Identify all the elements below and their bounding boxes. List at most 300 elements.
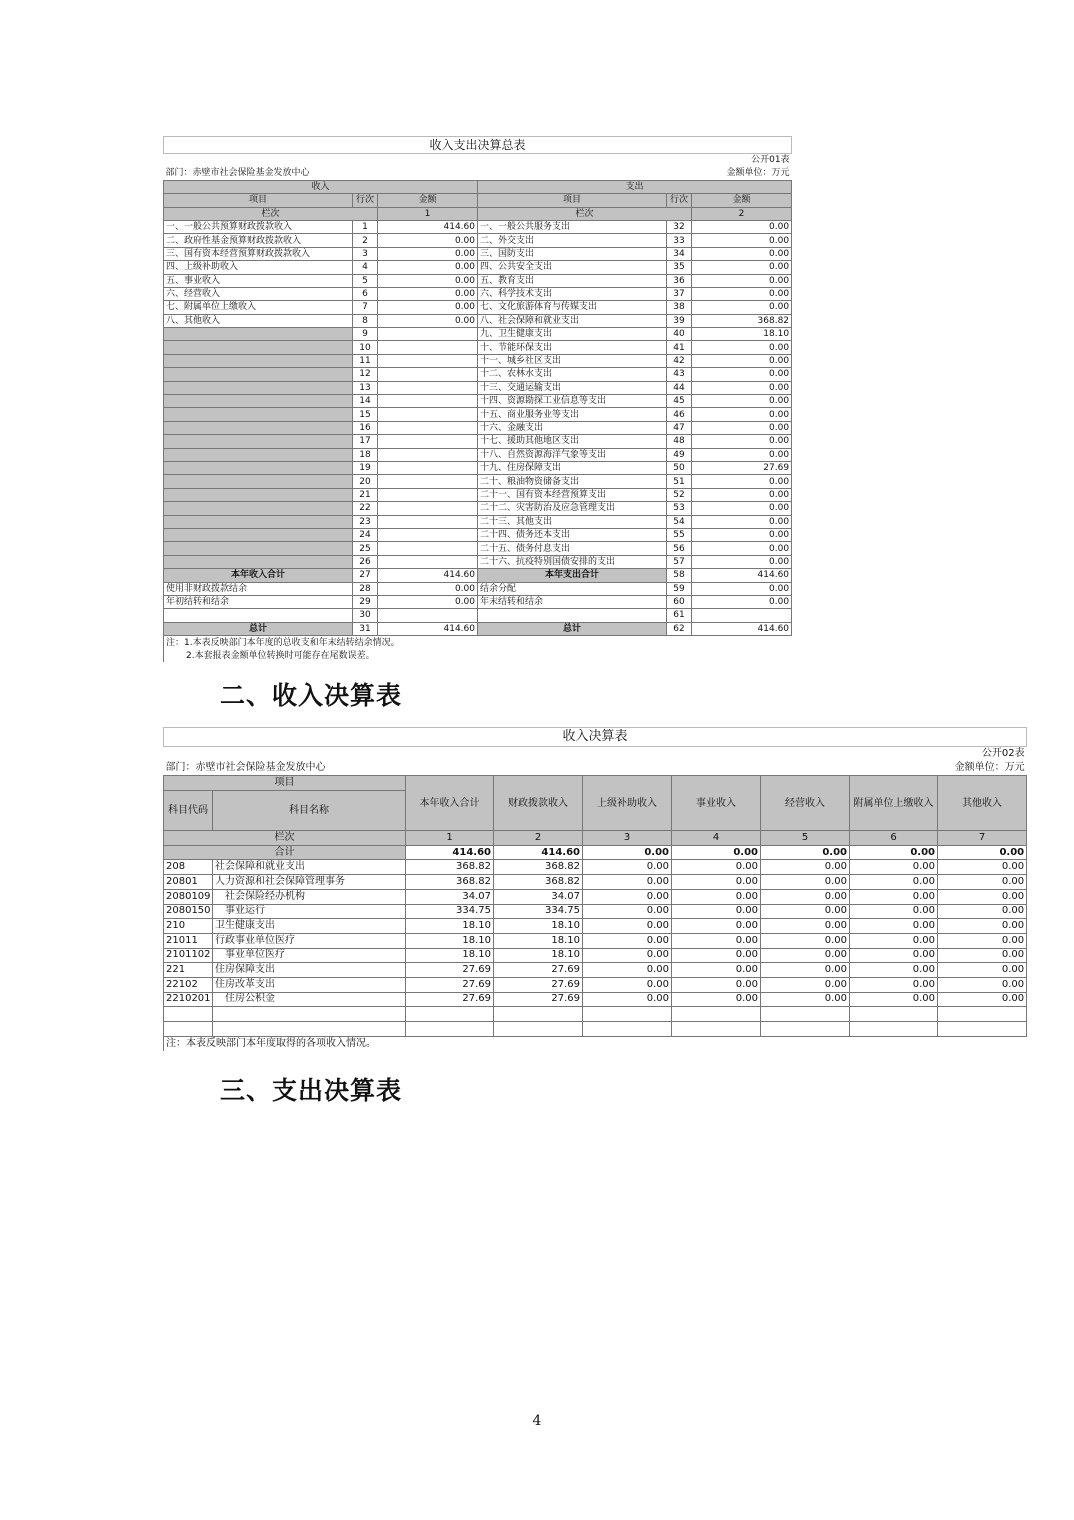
amount-cell: 0.00 [672,948,761,963]
expense-row-no: 32 [667,220,692,233]
amount-cell: 0.00 [672,919,761,934]
amount-cell: 0.00 [583,933,672,948]
income-amount [378,515,478,528]
income-item [164,461,353,474]
amount-cell: 27.69 [406,977,494,992]
total-expense-label: 本年支出合计 [478,569,667,582]
income-item [164,354,353,367]
table-row [164,919,1027,934]
income-item [164,488,353,501]
income-item [164,421,353,434]
amount-cell: 27.69 [494,977,583,992]
expense-amount: 0.00 [692,542,792,555]
expense-item: 年末结转和结余 [478,595,667,608]
income-row-no: 9 [353,328,378,341]
income-item: 使用非财政拨款结余 [164,582,353,595]
income-item [164,328,353,341]
expense-amount: 0.00 [692,220,792,233]
amount-cell: 0.00 [761,904,850,919]
expense-item: 三、国防支出 [478,247,667,260]
subject-code: 208 [164,860,213,875]
income-amount: 0.00 [378,301,478,314]
amount-cell: 0.00 [583,904,672,919]
table-row [164,314,792,327]
col-head: 财政拨款收入 [494,776,583,831]
table-title-row [164,137,792,154]
table-title: 收入支出决算总表 [164,137,792,154]
expense-row-no: 51 [667,475,692,488]
income-row-no: 23 [353,515,378,528]
total-cell: 0.00 [938,845,1027,860]
total-expense-label: 总计 [478,622,667,635]
expense-item: 十、节能环保支出 [478,341,667,354]
amount-cell: 0.00 [938,948,1027,963]
lanci-label: 栏次 [164,207,378,220]
expense-row-no: 46 [667,408,692,421]
table-row [164,502,792,515]
amount-cell: 0.00 [583,992,672,1007]
table-title: 收入决算表 [164,728,1027,747]
table-row [164,421,792,434]
subject-name: 社会保险经办机构 [213,889,406,904]
income-amount: 0.00 [378,582,478,595]
col-number: 4 [672,831,761,846]
amount-cell: 34.07 [406,889,494,904]
expense-amount: 0.00 [692,301,792,314]
table-row [164,448,792,461]
income-row-no: 18 [353,448,378,461]
income-row-no: 28 [353,582,378,595]
income-row-no: 4 [353,261,378,274]
expense-row-no: 55 [667,528,692,541]
table-row [164,328,792,341]
income-row-no: 11 [353,354,378,367]
total-cell: 0.00 [583,845,672,860]
expense-amount: 0.00 [692,247,792,260]
income-amount [378,461,478,474]
income-item [164,475,353,488]
expense-amount: 0.00 [692,488,792,501]
total-expense-row-no: 58 [667,569,692,582]
expense-row-no: 43 [667,368,692,381]
amount-cell: 0.00 [850,948,938,963]
expense-row-no: 45 [667,395,692,408]
col-number: 7 [938,831,1027,846]
income-row-no: 3 [353,247,378,260]
total-label: 合计 [164,845,406,860]
section-header-row [164,180,792,193]
expense-row-no: 49 [667,448,692,461]
amount-cell: 0.00 [850,919,938,934]
expense-item: 七、文化旅游体育与传媒支出 [478,301,667,314]
table-row [164,301,792,314]
income-row-no: 22 [353,502,378,515]
expense-amount: 0.00 [692,261,792,274]
expense-row-no: 50 [667,461,692,474]
table-row [164,395,792,408]
table-row [164,488,792,501]
expense-item [478,609,667,622]
income-amount [378,488,478,501]
income-row-no: 20 [353,475,378,488]
table-row [164,381,792,394]
expense-item: 二十六、抗疫特别国债安排的支出 [478,555,667,568]
amount-cell: 0.00 [761,860,850,875]
amount-cell: 0.00 [761,963,850,978]
expense-row-no: 57 [667,555,692,568]
expense-item: 二十五、债务付息支出 [478,542,667,555]
income-row-no: 19 [353,461,378,474]
subject-code: 210 [164,919,213,934]
amount-cell: 368.82 [494,875,583,890]
col-project: 项目 [164,776,406,791]
note-row [164,1036,1027,1051]
amount-cell: 0.00 [672,860,761,875]
expense-amount: 0.00 [692,274,792,287]
expense-item: 十三、交通运输支出 [478,381,667,394]
table-row [164,948,1027,963]
income-item [164,609,353,622]
empty-row [164,1007,1027,1022]
total-income-amount: 414.60 [378,569,478,582]
expense-item: 十一、城乡社区支出 [478,354,667,367]
table-row [164,860,1027,875]
total-income-amount: 414.60 [378,622,478,635]
subject-code: 22102 [164,977,213,992]
table-row [164,247,792,260]
amount-cell: 0.00 [672,904,761,919]
amount-cell: 34.07 [494,889,583,904]
expense-amount: 0.00 [692,287,792,300]
table-title-row [164,728,1027,747]
amount-cell: 0.00 [850,904,938,919]
expense-amount: 0.00 [692,354,792,367]
expense-item: 九、卫生健康支出 [478,328,667,341]
table-meta-row [164,747,1027,762]
expense-amount: 0.00 [692,234,792,247]
table-meta-row [164,167,792,180]
col-amount: 金额 [692,194,792,207]
expense-amount: 0.00 [692,381,792,394]
amount-cell: 0.00 [672,875,761,890]
amount-cell: 0.00 [761,992,850,1007]
income-row-no: 12 [353,368,378,381]
income-row-no: 7 [353,301,378,314]
subject-code: 2210201 [164,992,213,1007]
income-item: 三、国有资本经营预算财政拨款收入 [164,247,353,260]
column-number-row [164,831,1027,846]
table-meta-row [164,761,1027,776]
income-amount [378,435,478,448]
empty-row [164,1022,1027,1037]
expense-amount: 0.00 [692,341,792,354]
total-income-label: 总计 [164,622,353,635]
col-number: 1 [378,207,478,220]
income-amount [378,381,478,394]
expense-item: 十九、住房保障支出 [478,461,667,474]
department-label: 部门：赤壁市社会保险基金发放中心 [164,167,692,180]
expense-item: 二十四、债务还本支出 [478,528,667,541]
table-row [164,555,792,568]
expense-header: 支出 [478,180,792,193]
col-head: 其他收入 [938,776,1027,831]
table-row [164,515,792,528]
col-head: 本年收入合计 [406,776,494,831]
table-row [164,354,792,367]
income-item [164,368,353,381]
expense-row-no: 38 [667,301,692,314]
expense-item: 十二、农林水支出 [478,368,667,381]
table-row [164,368,792,381]
expense-amount: 0.00 [692,528,792,541]
income-amount [378,368,478,381]
amount-cell: 0.00 [672,933,761,948]
income-amount: 0.00 [378,274,478,287]
amount-cell: 18.10 [406,919,494,934]
income-amount [378,408,478,421]
col-head: 经营收入 [761,776,850,831]
expense-row-no: 37 [667,287,692,300]
amount-cell: 0.00 [938,992,1027,1007]
income-row-no: 16 [353,421,378,434]
expense-amount: 18.10 [692,328,792,341]
income-item: 七、附属单位上缴收入 [164,301,353,314]
income-amount: 0.00 [378,247,478,260]
expense-amount: 0.00 [692,408,792,421]
expense-item: 十六、金融支出 [478,421,667,434]
income-row-no: 14 [353,395,378,408]
col-head: 附属单位上缴收入 [850,776,938,831]
table-row [164,234,792,247]
col-amount: 金额 [378,194,478,207]
amount-cell: 0.00 [938,933,1027,948]
expense-amount: 0.00 [692,421,792,434]
amount-cell: 0.00 [583,860,672,875]
amount-cell: 368.82 [494,860,583,875]
table-code: 公开01表 [751,155,790,166]
subject-name: 事业单位医疗 [213,948,406,963]
expense-item: 十七、援助其他地区支出 [478,435,667,448]
table-row [164,341,792,354]
expense-row-no: 44 [667,381,692,394]
expense-amount: 0.00 [692,582,792,595]
amount-cell: 0.00 [583,977,672,992]
amount-cell: 0.00 [850,977,938,992]
col-item: 项目 [164,194,353,207]
expense-amount: 27.69 [692,461,792,474]
amount-cell: 0.00 [850,860,938,875]
col-head: 上级补助收入 [583,776,672,831]
subject-code: 2101102 [164,948,213,963]
income-amount [378,528,478,541]
amount-cell: 334.75 [406,904,494,919]
amount-cell: 27.69 [406,963,494,978]
expense-item: 二十一、国有资本经营预算支出 [478,488,667,501]
income-row-no: 13 [353,381,378,394]
amount-cell: 0.00 [938,919,1027,934]
income-item [164,381,353,394]
expense-amount: 368.82 [692,314,792,327]
income-final-table [163,727,1027,1051]
amount-cell: 368.82 [406,875,494,890]
column-header-row [164,194,792,207]
subject-name: 卫生健康支出 [213,919,406,934]
expense-row-no: 34 [667,247,692,260]
department-label: 部门：赤壁市社会保险基金发放中心 [165,762,326,774]
note-row [164,649,792,662]
expense-item: 六、科学技术支出 [478,287,667,300]
expense-amount [692,609,792,622]
income-amount [378,555,478,568]
amount-cell: 0.00 [850,889,938,904]
expense-row-no: 41 [667,341,692,354]
col-number: 2 [692,207,792,220]
amount-cell: 18.10 [494,933,583,948]
expense-item: 二十、粮油物资储备支出 [478,475,667,488]
table-row [164,609,792,622]
amount-cell: 0.00 [850,875,938,890]
table-row [164,542,792,555]
expense-item: 二十二、灾害防治及应急管理支出 [478,502,667,515]
amount-cell: 0.00 [850,933,938,948]
total-expense-row-no: 62 [667,622,692,635]
subject-name: 社会保障和就业支出 [213,860,406,875]
table-note: 2.本套报表金额单位转换时可能存在尾数误差。 [164,649,792,662]
expense-item: 十五、商业服务业等支出 [478,408,667,421]
income-amount: 414.60 [378,220,478,233]
table-note: 注：本表反映部门本年度取得的各项收入情况。 [164,1036,1027,1051]
page-number: 4 [532,1413,542,1429]
subject-name: 住房保障支出 [213,963,406,978]
income-amount: 0.00 [378,261,478,274]
income-item [164,448,353,461]
table-row [164,261,792,274]
expense-row-no: 54 [667,515,692,528]
subject-name: 人力资源和社会保障管理事务 [213,875,406,890]
amount-cell: 18.10 [406,933,494,948]
subject-name: 事业运行 [213,904,406,919]
expense-amount: 0.00 [692,368,792,381]
income-row-no: 10 [353,341,378,354]
table-row [164,582,792,595]
table-row [164,977,1027,992]
section-heading: 三、支出决算表 [220,1076,403,1105]
subject-code: 2080150 [164,904,213,919]
col-number: 1 [406,831,494,846]
income-item: 五、事业收入 [164,274,353,287]
table-row [164,528,792,541]
amount-cell: 0.00 [583,889,672,904]
col-row-no: 行次 [667,194,692,207]
total-income-row-no: 27 [353,569,378,582]
unit-label: 金额单位：万元 [954,762,1025,774]
col-number: 3 [583,831,672,846]
subject-code: 20801 [164,875,213,890]
income-amount [378,542,478,555]
amount-cell: 27.69 [406,992,494,1007]
amount-cell: 0.00 [850,963,938,978]
total-row [164,845,1027,860]
income-item: 年初结转和结余 [164,595,353,608]
income-amount [378,395,478,408]
unit-label: 金额单位：万元 [692,167,792,180]
income-amount: 0.00 [378,234,478,247]
amount-cell: 0.00 [583,948,672,963]
subject-code: 21011 [164,933,213,948]
income-row-no: 5 [353,274,378,287]
total-cell: 0.00 [672,845,761,860]
amount-cell: 0.00 [938,860,1027,875]
lanci-label: 栏次 [164,831,406,846]
expense-amount: 0.00 [692,515,792,528]
income-amount: 0.00 [378,287,478,300]
note-row [164,636,792,649]
amount-cell: 27.69 [494,963,583,978]
expense-row-no: 53 [667,502,692,515]
section-heading: 二、收入决算表 [220,681,403,710]
subject-name: 行政事业单位医疗 [213,933,406,948]
table-code: 公开02表 [981,748,1025,760]
income-item [164,555,353,568]
income-item: 八、其他收入 [164,314,353,327]
amount-cell: 0.00 [761,919,850,934]
total-cell: 0.00 [850,845,938,860]
expense-row-no: 48 [667,435,692,448]
amount-cell: 0.00 [761,875,850,890]
amount-cell: 0.00 [672,963,761,978]
total-income-label: 本年收入合计 [164,569,353,582]
col-number: 5 [761,831,850,846]
expense-item: 二十三、其他支出 [478,515,667,528]
col-head: 事业收入 [672,776,761,831]
income-item: 六、经营收入 [164,287,353,300]
expense-row-no: 40 [667,328,692,341]
amount-cell: 0.00 [761,977,850,992]
total-income-row-no: 31 [353,622,378,635]
column-number-row [164,207,792,220]
income-expense-summary-table [163,136,792,662]
amount-cell: 0.00 [938,889,1027,904]
subject-name: 住房改革支出 [213,977,406,992]
expense-row-no: 33 [667,234,692,247]
expense-row-no: 59 [667,582,692,595]
col-code: 科目代码 [164,791,213,831]
expense-item: 一、一般公共服务支出 [478,220,667,233]
income-row-no: 15 [353,408,378,421]
expense-item: 十八、自然资源海洋气象等支出 [478,448,667,461]
table-row [164,408,792,421]
expense-item: 五、教育支出 [478,274,667,287]
income-amount [378,328,478,341]
amount-cell: 0.00 [583,963,672,978]
income-row-no: 1 [353,220,378,233]
income-row-no: 25 [353,542,378,555]
expense-item: 二、外交支出 [478,234,667,247]
expense-amount: 0.00 [692,448,792,461]
income-amount [378,475,478,488]
amount-cell: 27.69 [494,992,583,1007]
income-item [164,341,353,354]
subject-name: 住房公积金 [213,992,406,1007]
expense-item: 结余分配 [478,582,667,595]
table-row [164,435,792,448]
expense-amount: 0.00 [692,595,792,608]
income-item [164,435,353,448]
expense-amount: 0.00 [692,555,792,568]
table-row [164,904,1027,919]
income-item: 四、上级补助收入 [164,261,353,274]
income-row-no: 2 [353,234,378,247]
